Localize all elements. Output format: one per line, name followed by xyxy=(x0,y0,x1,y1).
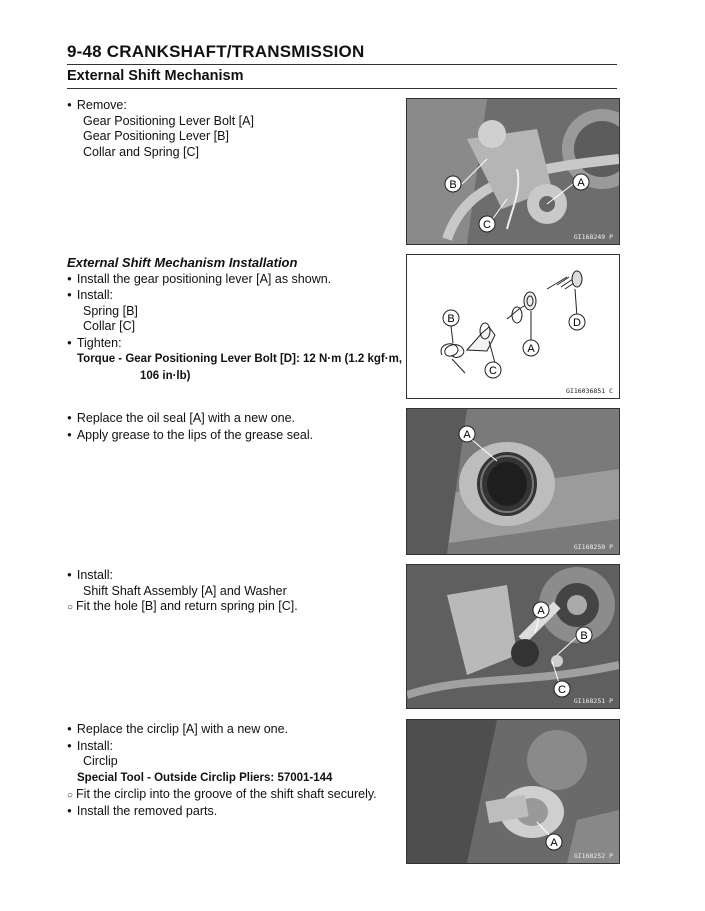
list-item: Shift Shaft Assembly [A] and Washer xyxy=(83,583,287,598)
svg-text:C: C xyxy=(483,219,491,231)
callout-a xyxy=(459,426,475,442)
callout-c xyxy=(485,362,501,378)
exploded-diagram xyxy=(407,255,619,398)
step-installation xyxy=(67,255,402,385)
instruction: ● Replace the circlip [A] with a new one. xyxy=(67,721,377,738)
figure-oil-seal xyxy=(406,408,620,555)
oil-seal-photo xyxy=(407,409,619,554)
step-shift-shaft xyxy=(67,567,298,616)
figure-code: GI168249 P xyxy=(573,233,613,241)
instruction: ● Install: xyxy=(67,567,298,584)
list-item: Gear Positioning Lever [B] xyxy=(83,129,229,143)
callout-c xyxy=(479,216,495,232)
figure-lever-removal xyxy=(406,98,620,245)
svg-text:D: D xyxy=(573,317,581,329)
instruction: ● Install the removed parts. xyxy=(67,803,377,820)
svg-text:C: C xyxy=(489,365,497,377)
page-title: 9-48 CRANKSHAFT/TRANSMISSION xyxy=(67,42,365,61)
figure-code: GI16036851 C xyxy=(566,387,613,395)
svg-text:A: A xyxy=(550,837,558,849)
section-title: External Shift Mechanism xyxy=(67,68,244,84)
svg-text:A: A xyxy=(463,429,471,441)
figure-code: GI168251 P xyxy=(573,697,613,705)
remove-bullet: ● Remove: xyxy=(67,97,254,114)
list-item: Collar and Spring [C] xyxy=(83,144,200,159)
svg-text:B: B xyxy=(447,313,455,325)
callout-b xyxy=(443,310,459,326)
subheading: External Shift Mechanism Installation xyxy=(67,255,298,270)
header-rule xyxy=(67,64,617,65)
callout-a xyxy=(523,340,539,356)
callout-b xyxy=(576,627,592,643)
callout-a xyxy=(533,602,549,618)
svg-text:C: C xyxy=(558,684,566,696)
callout-c xyxy=(554,681,570,697)
instruction: ○ Fit the circlip into the groove of the shift shaft securely. xyxy=(67,787,377,804)
instruction: ● Install the gear positioning lever [A] as shown. xyxy=(67,271,402,288)
instruction: ● Replace the oil seal [A] with a new one. xyxy=(67,410,313,427)
callout-d xyxy=(569,314,585,330)
figure-exploded-diagram xyxy=(406,254,620,399)
instruction: ○ Fit the hole [B] and return spring pin [C]. xyxy=(67,599,298,616)
svg-text:A: A xyxy=(577,177,585,189)
step-circlip xyxy=(67,721,377,820)
section-rule xyxy=(67,88,617,89)
lever-photo xyxy=(407,99,619,244)
special-tool: Special Tool - Outside Circlip Pliers: 57001-144 xyxy=(77,771,333,784)
callout-a xyxy=(573,174,589,190)
figure-circlip xyxy=(406,719,620,864)
step-oil-seal xyxy=(67,410,313,443)
svg-text:B: B xyxy=(580,630,588,642)
list-item: Gear Positioning Lever Bolt [A] xyxy=(83,113,254,128)
list-item: Circlip xyxy=(83,754,118,768)
list-item: Collar [C] xyxy=(83,319,136,333)
figure-code: GI168252 P xyxy=(573,852,613,860)
step-remove xyxy=(67,97,254,160)
svg-text:A: A xyxy=(527,343,535,355)
instruction: ● Apply grease to the lips of the grease seal. xyxy=(67,427,313,444)
circlip-photo xyxy=(407,720,619,863)
figure-code: GI168250 P xyxy=(573,543,613,551)
svg-text:A: A xyxy=(537,605,545,617)
figure-shift-shaft xyxy=(406,564,620,709)
callout-b xyxy=(445,176,461,192)
shift-shaft-photo xyxy=(407,565,619,708)
instruction: ● Install: xyxy=(67,738,377,755)
instruction: ● Tighten: xyxy=(67,335,402,352)
callout-a xyxy=(546,834,562,850)
instruction: ● Install: xyxy=(67,287,402,304)
torque-spec: Torque - Gear Positioning Lever Bolt [D]: 12 N·m (1.2 kgf·m, xyxy=(77,353,403,365)
svg-text:B: B xyxy=(449,179,457,191)
list-item: Spring [B] xyxy=(83,303,138,318)
torque-spec-cont: 106 in·lb) xyxy=(140,370,191,382)
